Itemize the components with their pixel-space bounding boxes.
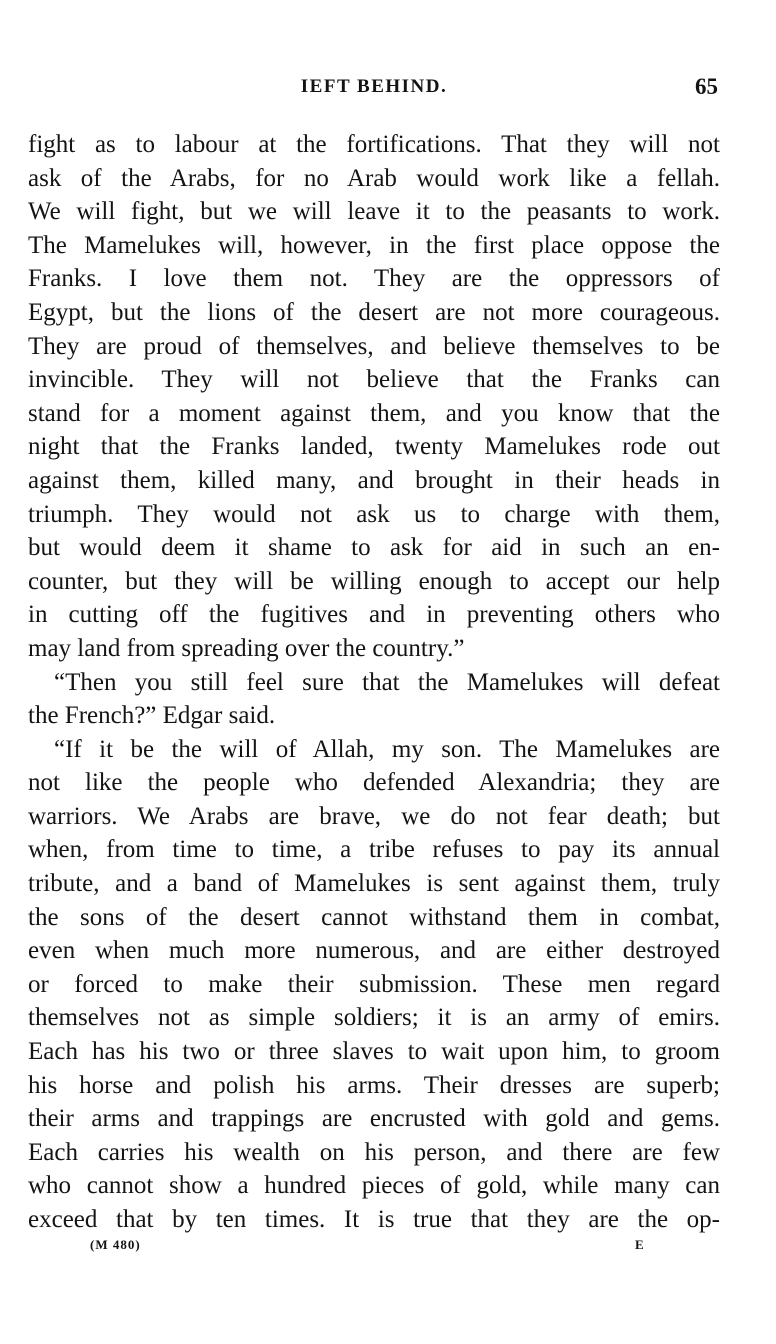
text-line: but would deem it shame to ask for aid in such an en- — [28, 534, 720, 562]
text-line: even when much more numerous, and are either destroyed — [28, 937, 720, 965]
text-line: triumph. They would not ask us to charge with them, — [28, 500, 720, 528]
text-line: counter, but they will be willing enough to accept our help — [28, 567, 720, 595]
page-footer — [28, 1237, 720, 1259]
text-line: when, from time to time, a tribe refuses to pay its annual — [28, 836, 720, 864]
text-line: Franks. I love them not. They are the oppressors of — [28, 265, 720, 293]
text-line: the French?” Edgar said. — [28, 702, 276, 730]
running-title: IEFT BEHIND. — [300, 76, 448, 97]
text-line: not like the people who defended Alexandria; they are — [28, 769, 720, 797]
text-line: The Mamelukes will, however, in the first place oppose the — [28, 231, 720, 259]
signature-letter: E — [635, 1237, 644, 1252]
text-line: against them, killed many, and brought in their heads in — [28, 466, 720, 494]
text-line: their arms and trappings are encrusted with gold and gems. — [28, 1105, 720, 1133]
text-line: his horse and polish his arms. Their dresses are superb; — [28, 1071, 720, 1099]
text-line: warriors. We Arabs are brave, we do not fear death; but — [28, 802, 720, 830]
text-line: Each carries his wealth on his person, and there are few — [28, 1138, 720, 1166]
page-number: 65 — [695, 74, 718, 99]
text-line: They are proud of themselves, and believe themselves to be — [28, 332, 720, 360]
running-head — [28, 76, 720, 106]
text-line: ask of the Arabs, for no Arab would work like a fellah. — [28, 164, 720, 192]
text-line: who cannot show a hundred pieces of gold, while many can — [28, 1172, 720, 1200]
text-line: the sons of the desert cannot withstand them in combat, — [28, 903, 720, 931]
body-text — [28, 128, 720, 1237]
text-line: Egypt, but the lions of the desert are not more courageous. — [28, 298, 720, 326]
text-line: may land from spreading over the country.” — [28, 634, 465, 662]
text-line: themselves not as simple soldiers; it is an army of emirs. — [28, 1004, 720, 1032]
text-line: “If it be the will of Allah, my son. The Mamelukes are — [54, 735, 720, 763]
text-line: stand for a moment against them, and you know that the — [28, 399, 720, 427]
text-line: night that the Franks landed, twenty Mamelukes rode out — [28, 433, 720, 461]
text-line: in cutting off the fugitives and in preventing others who — [28, 601, 720, 629]
text-line: fight as to labour at the fortifications. That they will not — [28, 131, 720, 158]
text-line: exceed that by ten times. It is true that they are the op- — [28, 1206, 720, 1233]
text-line: tribute, and a band of Mamelukes is sent against them, truly — [28, 870, 720, 898]
text-line: “Then you still feel sure that the Mamelukes will defeat — [54, 668, 720, 696]
text-line: Each has his two or three slaves to wait upon him, to groom — [28, 1038, 720, 1066]
text-line: invincible. They will not believe that the Franks can — [28, 366, 720, 394]
text-line: We will fight, but we will leave it to the peasants to work. — [28, 198, 720, 226]
text-line: or forced to make their submission. These men regard — [28, 970, 720, 998]
signature-mark: (M 480) — [90, 1237, 141, 1252]
